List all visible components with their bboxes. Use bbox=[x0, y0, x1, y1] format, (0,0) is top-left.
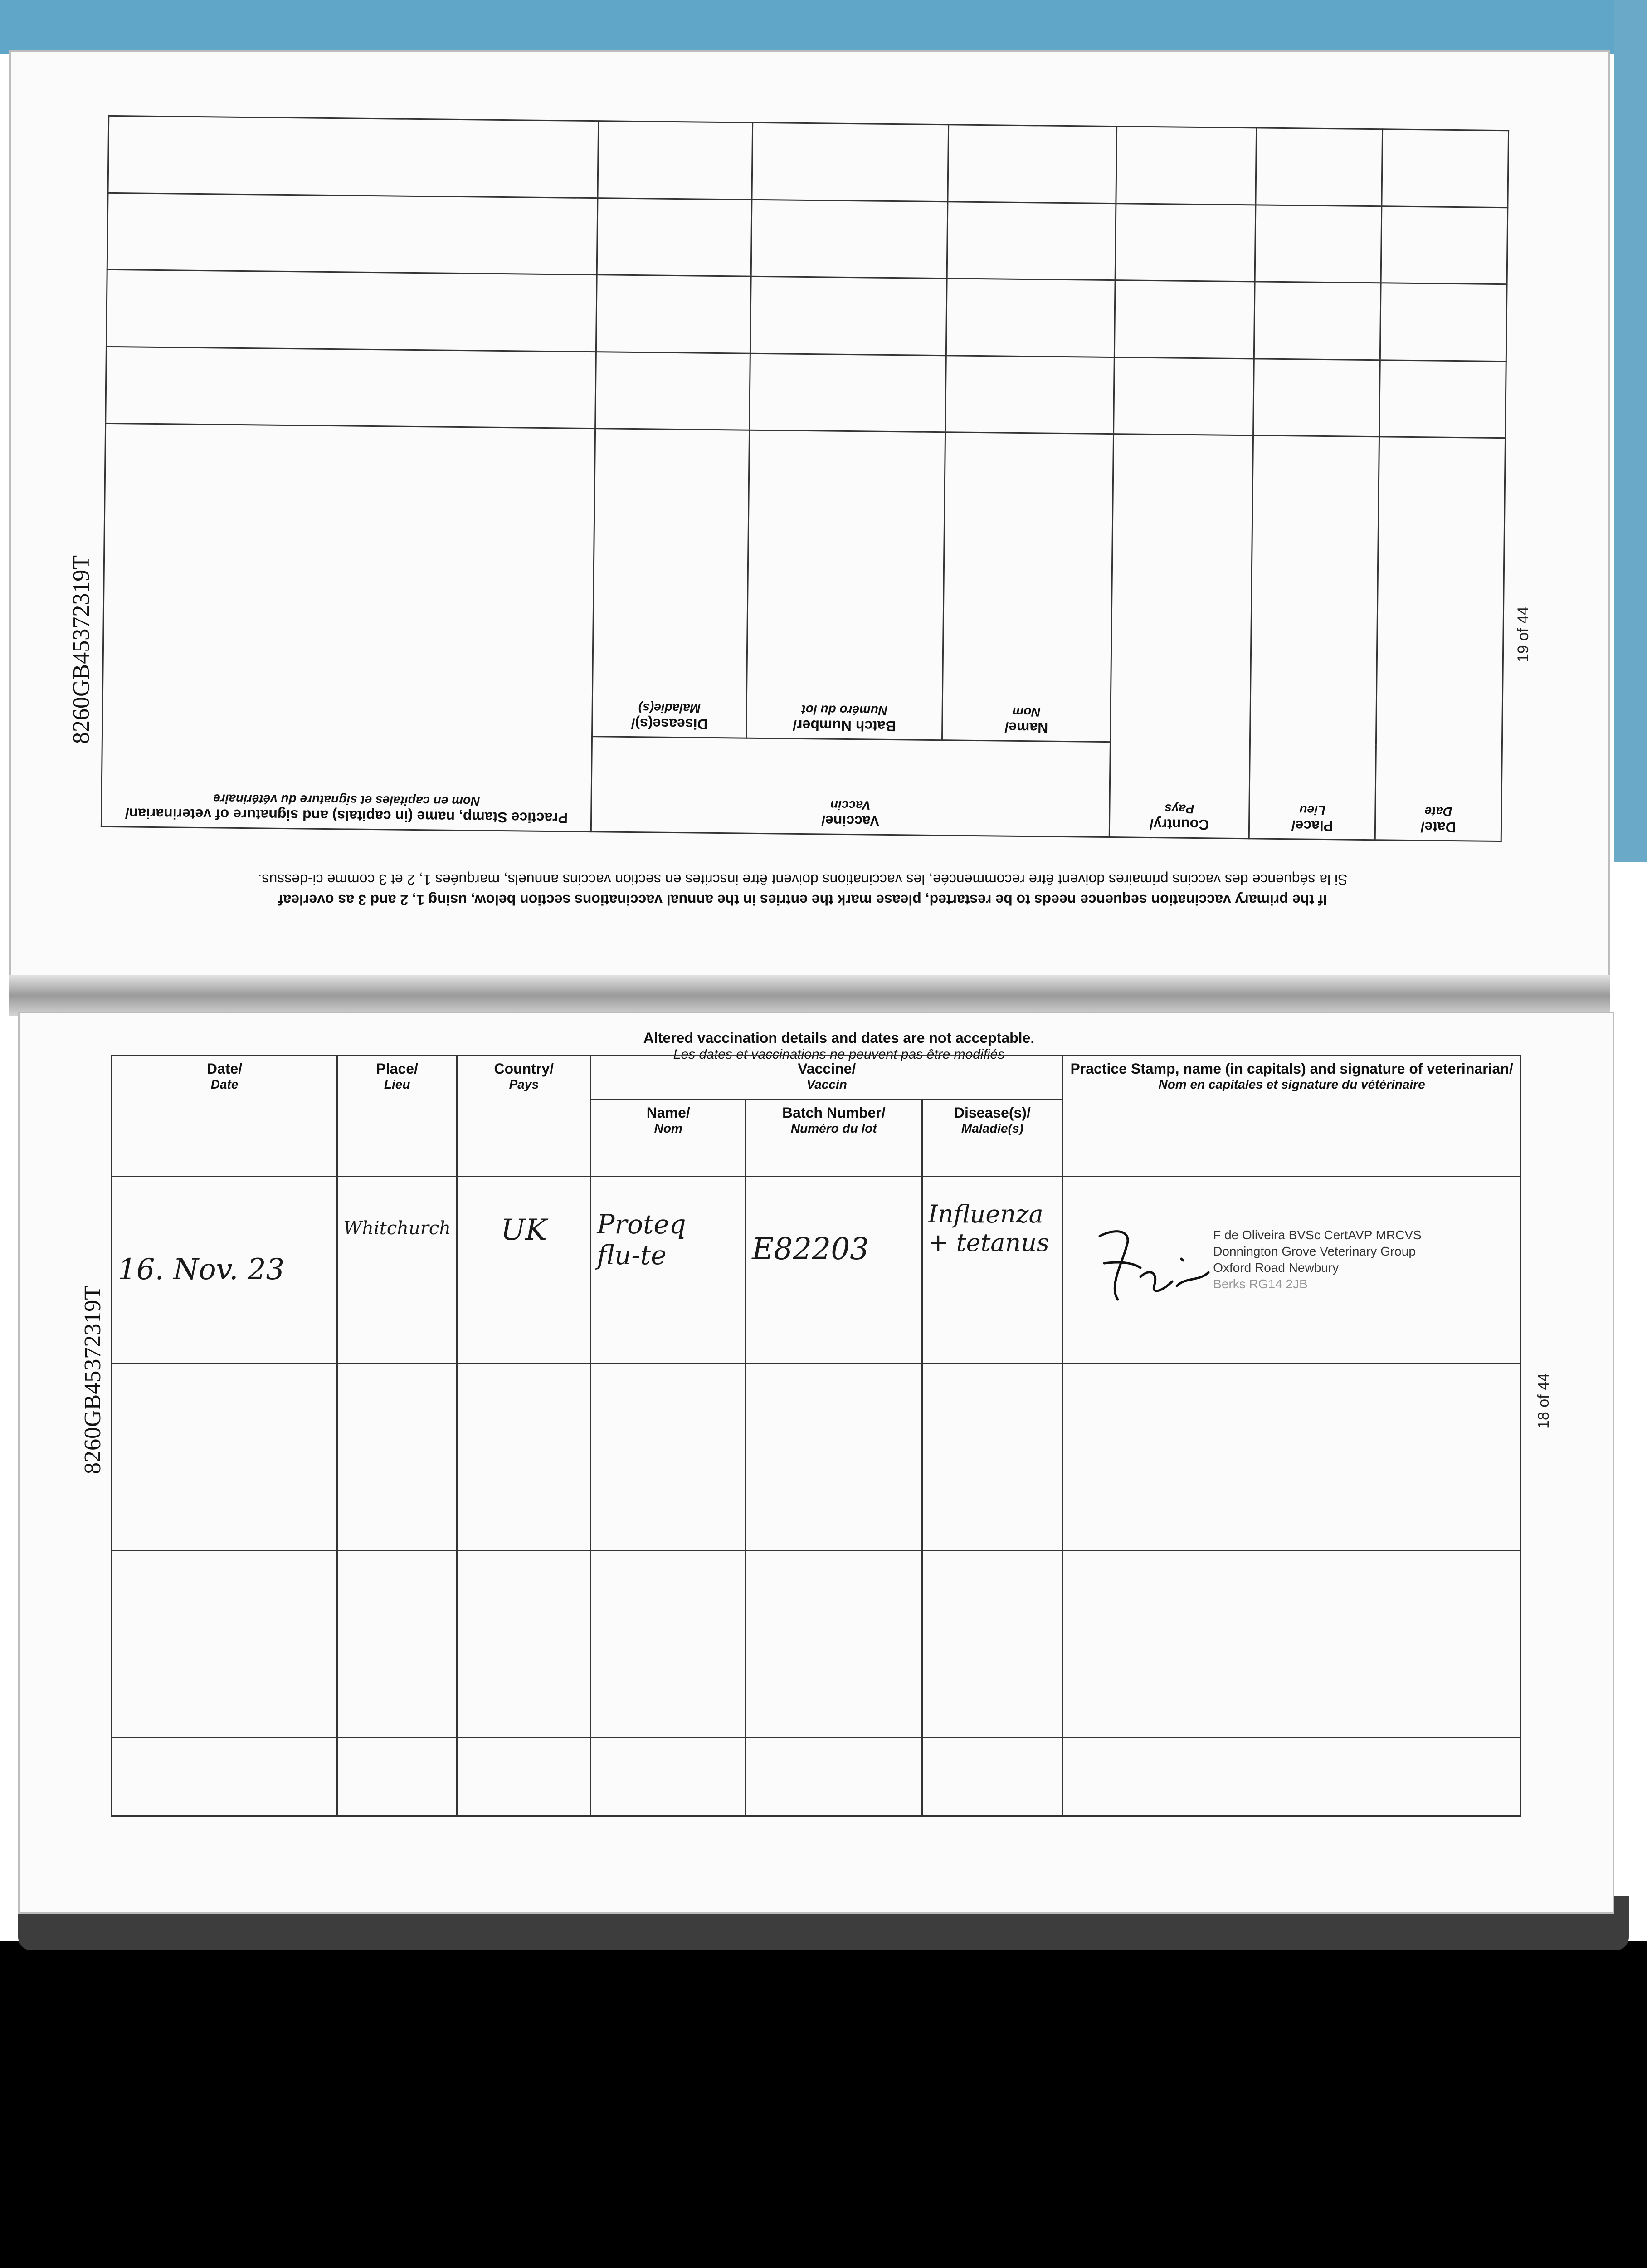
stamp-line3: Oxford Road Newbury bbox=[1213, 1260, 1339, 1275]
header-name bbox=[591, 1100, 746, 1176]
entry-disease-cell bbox=[922, 1176, 1063, 1364]
header-stamp bbox=[1063, 1056, 1521, 1177]
stamp-line4: Berks RG14 2JB bbox=[1213, 1276, 1308, 1291]
page-number-19: 19 of 44 bbox=[1515, 606, 1532, 662]
restart-notice-en: If the primary vaccination sequence needs to be restarted, please mark the entries in the annual vaccinations section below, using 1, 2 and 3 as overleaf bbox=[278, 892, 1327, 908]
entry-place-cell bbox=[337, 1176, 457, 1364]
header-date-en: Date/ bbox=[206, 1061, 243, 1077]
altered-notice-en: Altered vaccination details and dates are not acceptable. bbox=[643, 1030, 1035, 1046]
table-row bbox=[107, 193, 1508, 284]
header-stamp bbox=[101, 424, 595, 832]
header-stamp-fr: Nom en capitales et signature du vétérinaire bbox=[213, 792, 480, 809]
scanner-backdrop-bottom bbox=[0, 1941, 1647, 2268]
header-place-fr: Lieu bbox=[384, 1077, 410, 1091]
header-name-en: Name/ bbox=[1004, 719, 1048, 736]
header-batch bbox=[746, 1100, 922, 1176]
table-row bbox=[108, 116, 1509, 207]
header-country-en: Country/ bbox=[494, 1061, 554, 1077]
table-row bbox=[106, 347, 1506, 438]
header-name bbox=[942, 432, 1114, 742]
header-batch-fr: Numéro du lot bbox=[790, 1121, 877, 1136]
entry-vaccine-name-cell bbox=[591, 1176, 746, 1364]
stamp-line2: Donnington Grove Veterinary Group bbox=[1213, 1244, 1416, 1258]
entry-country-cell bbox=[457, 1176, 591, 1364]
header-name-fr: Nom bbox=[1012, 704, 1041, 719]
altered-notice-fr: Les dates et vaccinations ne peuvent pas être modifiés bbox=[673, 1047, 1005, 1062]
passport-number-lower: 8260GB45372319T bbox=[80, 1286, 106, 1474]
entry-vaccine-name-line1: Proteq bbox=[597, 1208, 686, 1240]
scanner-backdrop-top bbox=[0, 0, 1647, 54]
header-place bbox=[1249, 435, 1379, 840]
table-row bbox=[106, 270, 1507, 362]
entry-batch-cell bbox=[746, 1176, 922, 1364]
header-vaccine bbox=[591, 1056, 1063, 1100]
entry-date-cell bbox=[112, 1176, 337, 1364]
header-vaccine-en: Vaccine/ bbox=[798, 1061, 856, 1077]
header-disease-fr: Maladie(s) bbox=[638, 701, 701, 716]
header-place-en: Place/ bbox=[376, 1061, 418, 1077]
entry-disease-line1: Influenza bbox=[928, 1199, 1043, 1228]
header-batch bbox=[746, 430, 945, 740]
entry-vaccine-name-line2: flu-te bbox=[597, 1239, 667, 1271]
entry-disease-line2: + tetanus bbox=[928, 1228, 1049, 1257]
header-vaccine-en: Vaccine/ bbox=[821, 812, 880, 830]
table-row bbox=[112, 1738, 1521, 1816]
header-date-fr: Date bbox=[1424, 804, 1452, 819]
page-fold bbox=[9, 975, 1610, 1016]
header-country-fr: Pays bbox=[509, 1077, 539, 1091]
vaccination-table-lower bbox=[111, 1055, 1521, 1817]
header-date bbox=[1375, 437, 1505, 841]
header-date-fr: Date bbox=[210, 1077, 239, 1091]
header-country-en: Country/ bbox=[1149, 816, 1209, 833]
header-batch-en: Batch Number/ bbox=[782, 1105, 886, 1121]
entry-batch: E82203 bbox=[752, 1231, 869, 1266]
header-vaccine bbox=[591, 737, 1110, 837]
header-batch-en: Batch Number/ bbox=[792, 717, 896, 735]
header-batch-fr: Numéro du lot bbox=[801, 702, 888, 718]
header-stamp-en: Practice Stamp, name (in capitals) and signature of veterinarian/ bbox=[125, 805, 568, 826]
restart-notice-fr: Si la séquence des vaccins primaires doivent être recommencée, les vaccinations doivent être inscrites en section vaccins annuels, marquées 1, 2 et 3 comme ci-dessus. bbox=[258, 871, 1348, 888]
header-date bbox=[112, 1056, 337, 1177]
page-number-18: 18 of 44 bbox=[1535, 1373, 1552, 1429]
header-country bbox=[1109, 434, 1253, 839]
stamp-line1: F de Oliveira BVSc CertAVP MRCVS bbox=[1213, 1227, 1422, 1242]
header-stamp-en: Practice Stamp, name (in capitals) and signature of veterinarian/ bbox=[1070, 1061, 1513, 1077]
table-row bbox=[112, 1364, 1521, 1551]
table-row bbox=[112, 1176, 1521, 1364]
scanner-backdrop-right bbox=[1614, 0, 1647, 862]
header-place-fr: Lieu bbox=[1299, 803, 1326, 818]
passport-number-upper: 8260GB45372319T bbox=[68, 555, 94, 744]
header-name-fr: Nom bbox=[654, 1121, 682, 1136]
header-vaccine-fr: Vaccin bbox=[830, 798, 871, 813]
header-name-en: Name/ bbox=[646, 1105, 690, 1121]
header-disease bbox=[592, 429, 750, 738]
header-vaccine-fr: Vaccin bbox=[806, 1077, 847, 1091]
veterinarian-signature bbox=[1091, 1218, 1213, 1309]
vaccination-table-upper bbox=[101, 115, 1509, 842]
header-date-en: Date/ bbox=[1420, 819, 1456, 836]
entry-date: 16. Nov. 23 bbox=[118, 1253, 285, 1287]
header-disease-fr: Maladie(s) bbox=[961, 1121, 1023, 1136]
entry-place: Whitchurch bbox=[343, 1217, 451, 1239]
header-country bbox=[457, 1056, 591, 1177]
entry-country: UK bbox=[501, 1213, 547, 1247]
header-country-fr: Pays bbox=[1165, 802, 1194, 816]
header-place bbox=[337, 1056, 457, 1177]
table-row bbox=[112, 1550, 1521, 1738]
header-stamp-fr: Nom en capitales et signature du vétérinaire bbox=[1158, 1077, 1425, 1091]
header-disease bbox=[922, 1100, 1063, 1176]
header-place-en: Place/ bbox=[1291, 817, 1334, 835]
header-disease-en: Disease(s)/ bbox=[631, 715, 708, 733]
entry-stamp-cell bbox=[1063, 1176, 1521, 1364]
header-disease-en: Disease(s)/ bbox=[954, 1105, 1031, 1121]
